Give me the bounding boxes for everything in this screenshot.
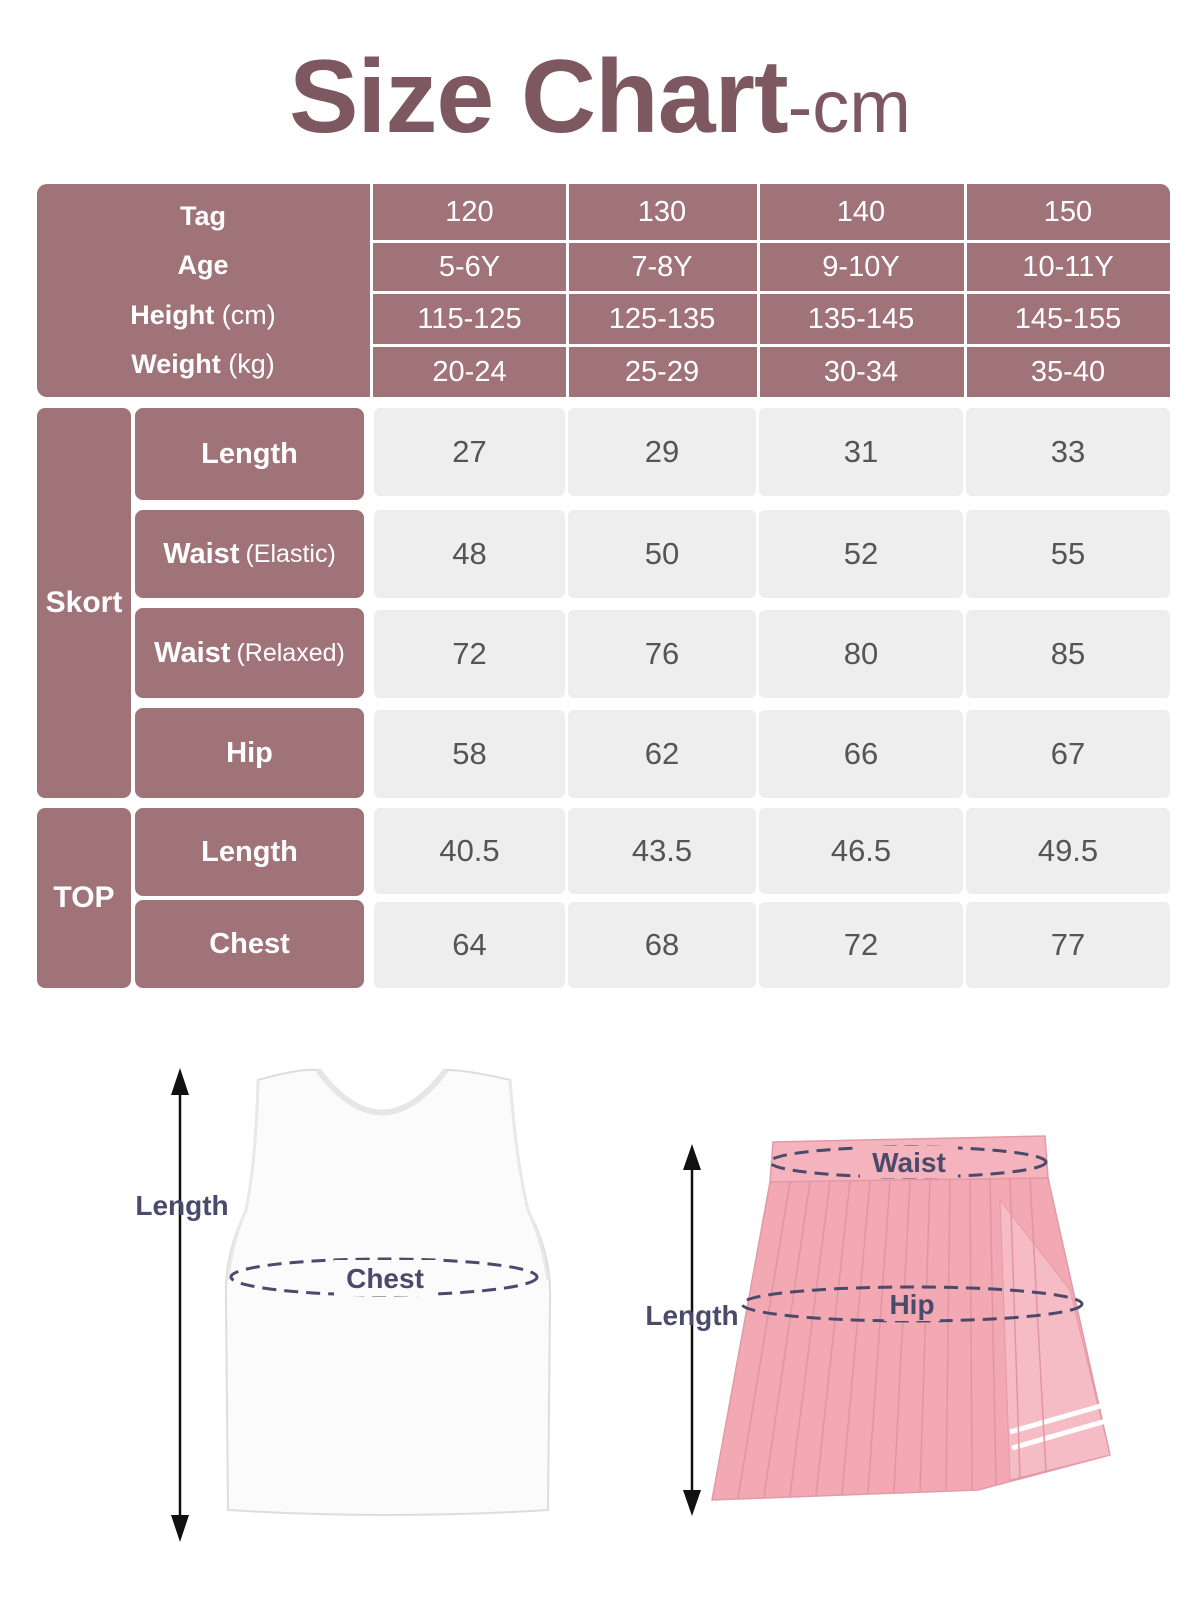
skort-group-label: Skort: [37, 408, 131, 798]
size-weight-cell: 20-24: [374, 347, 565, 397]
size-tag-cell: 150: [966, 184, 1170, 240]
skort-row-label: Waist (Relaxed): [135, 608, 364, 698]
skort-value-cell: 27: [374, 408, 565, 496]
top-value-cell: 46.5: [759, 808, 963, 894]
header-row-divider: [372, 291, 1170, 294]
top-length-arrow: [171, 1068, 189, 1542]
skort-row-label: Waist (Elastic): [135, 510, 364, 598]
skirt-hip-label: Hip: [889, 1289, 935, 1320]
top-value-cell: 77: [966, 902, 1170, 988]
skort-value-cell: 76: [568, 610, 756, 698]
skort-value-cell: 33: [966, 408, 1170, 496]
top-value-cell: 72: [759, 902, 963, 988]
skort-value-cell: 62: [568, 710, 756, 798]
top-chest-label: Chest: [346, 1263, 424, 1294]
top-row-label: Chest: [135, 900, 364, 988]
title-unit: -cm: [787, 65, 911, 148]
top-row-label: Length: [135, 808, 364, 896]
top-length-label: Length: [135, 1190, 229, 1221]
size-tag-cell: 130: [568, 184, 756, 240]
top-value-cell: 49.5: [966, 808, 1170, 894]
age-label: Age: [177, 250, 229, 281]
size-height-cell: 135-145: [759, 294, 963, 344]
measurement-diagram: [0, 1040, 1200, 1600]
top-group-label: TOP: [37, 808, 131, 988]
skort-value-cell: 85: [966, 610, 1170, 698]
tag-label: Tag: [180, 201, 226, 232]
top-value-cell: 64: [374, 902, 565, 988]
skort-value-cell: 31: [759, 408, 963, 496]
height-label: Height (cm): [130, 299, 276, 330]
header-row-divider: [372, 240, 1170, 243]
size-height-cell: 145-155: [966, 294, 1170, 344]
size-weight-cell: 30-34: [759, 347, 963, 397]
header-row-divider: [372, 344, 1170, 347]
skort-row-label: Hip: [135, 708, 364, 798]
skort-value-cell: 52: [759, 510, 963, 598]
skort-value-cell: 58: [374, 710, 565, 798]
size-tag-cell: 120: [374, 184, 565, 240]
size-age-cell: 9-10Y: [759, 243, 963, 291]
skort-value-cell: 66: [759, 710, 963, 798]
size-tag-cell: 140: [759, 184, 963, 240]
page-title: [0, 38, 1200, 157]
skirt-length-label: Length: [645, 1300, 739, 1331]
size-weight-cell: 35-40: [966, 347, 1170, 397]
size-height-cell: 125-135: [568, 294, 756, 344]
skort-value-cell: 29: [568, 408, 756, 496]
skort-value-cell: 67: [966, 710, 1170, 798]
top-value-cell: 43.5: [568, 808, 756, 894]
header-labels: [37, 184, 369, 397]
top-value-cell: 68: [568, 902, 756, 988]
weight-label: Weight (kg): [131, 348, 275, 379]
top-value-cell: 40.5: [374, 808, 565, 894]
skort-row-label: Length: [135, 408, 364, 500]
size-age-cell: 5-6Y: [374, 243, 565, 291]
skort-value-cell: 48: [374, 510, 565, 598]
size-height-cell: 115-125: [374, 294, 565, 344]
skort-value-cell: 72: [374, 610, 565, 698]
size-age-cell: 10-11Y: [966, 243, 1170, 291]
skirt-waist-label: Waist: [872, 1147, 946, 1178]
skort-value-cell: 55: [966, 510, 1170, 598]
skort-value-cell: 80: [759, 610, 963, 698]
size-age-cell: 7-8Y: [568, 243, 756, 291]
size-weight-cell: 25-29: [568, 347, 756, 397]
skort-value-cell: 50: [568, 510, 756, 598]
title-main: Size Chart: [289, 39, 788, 155]
